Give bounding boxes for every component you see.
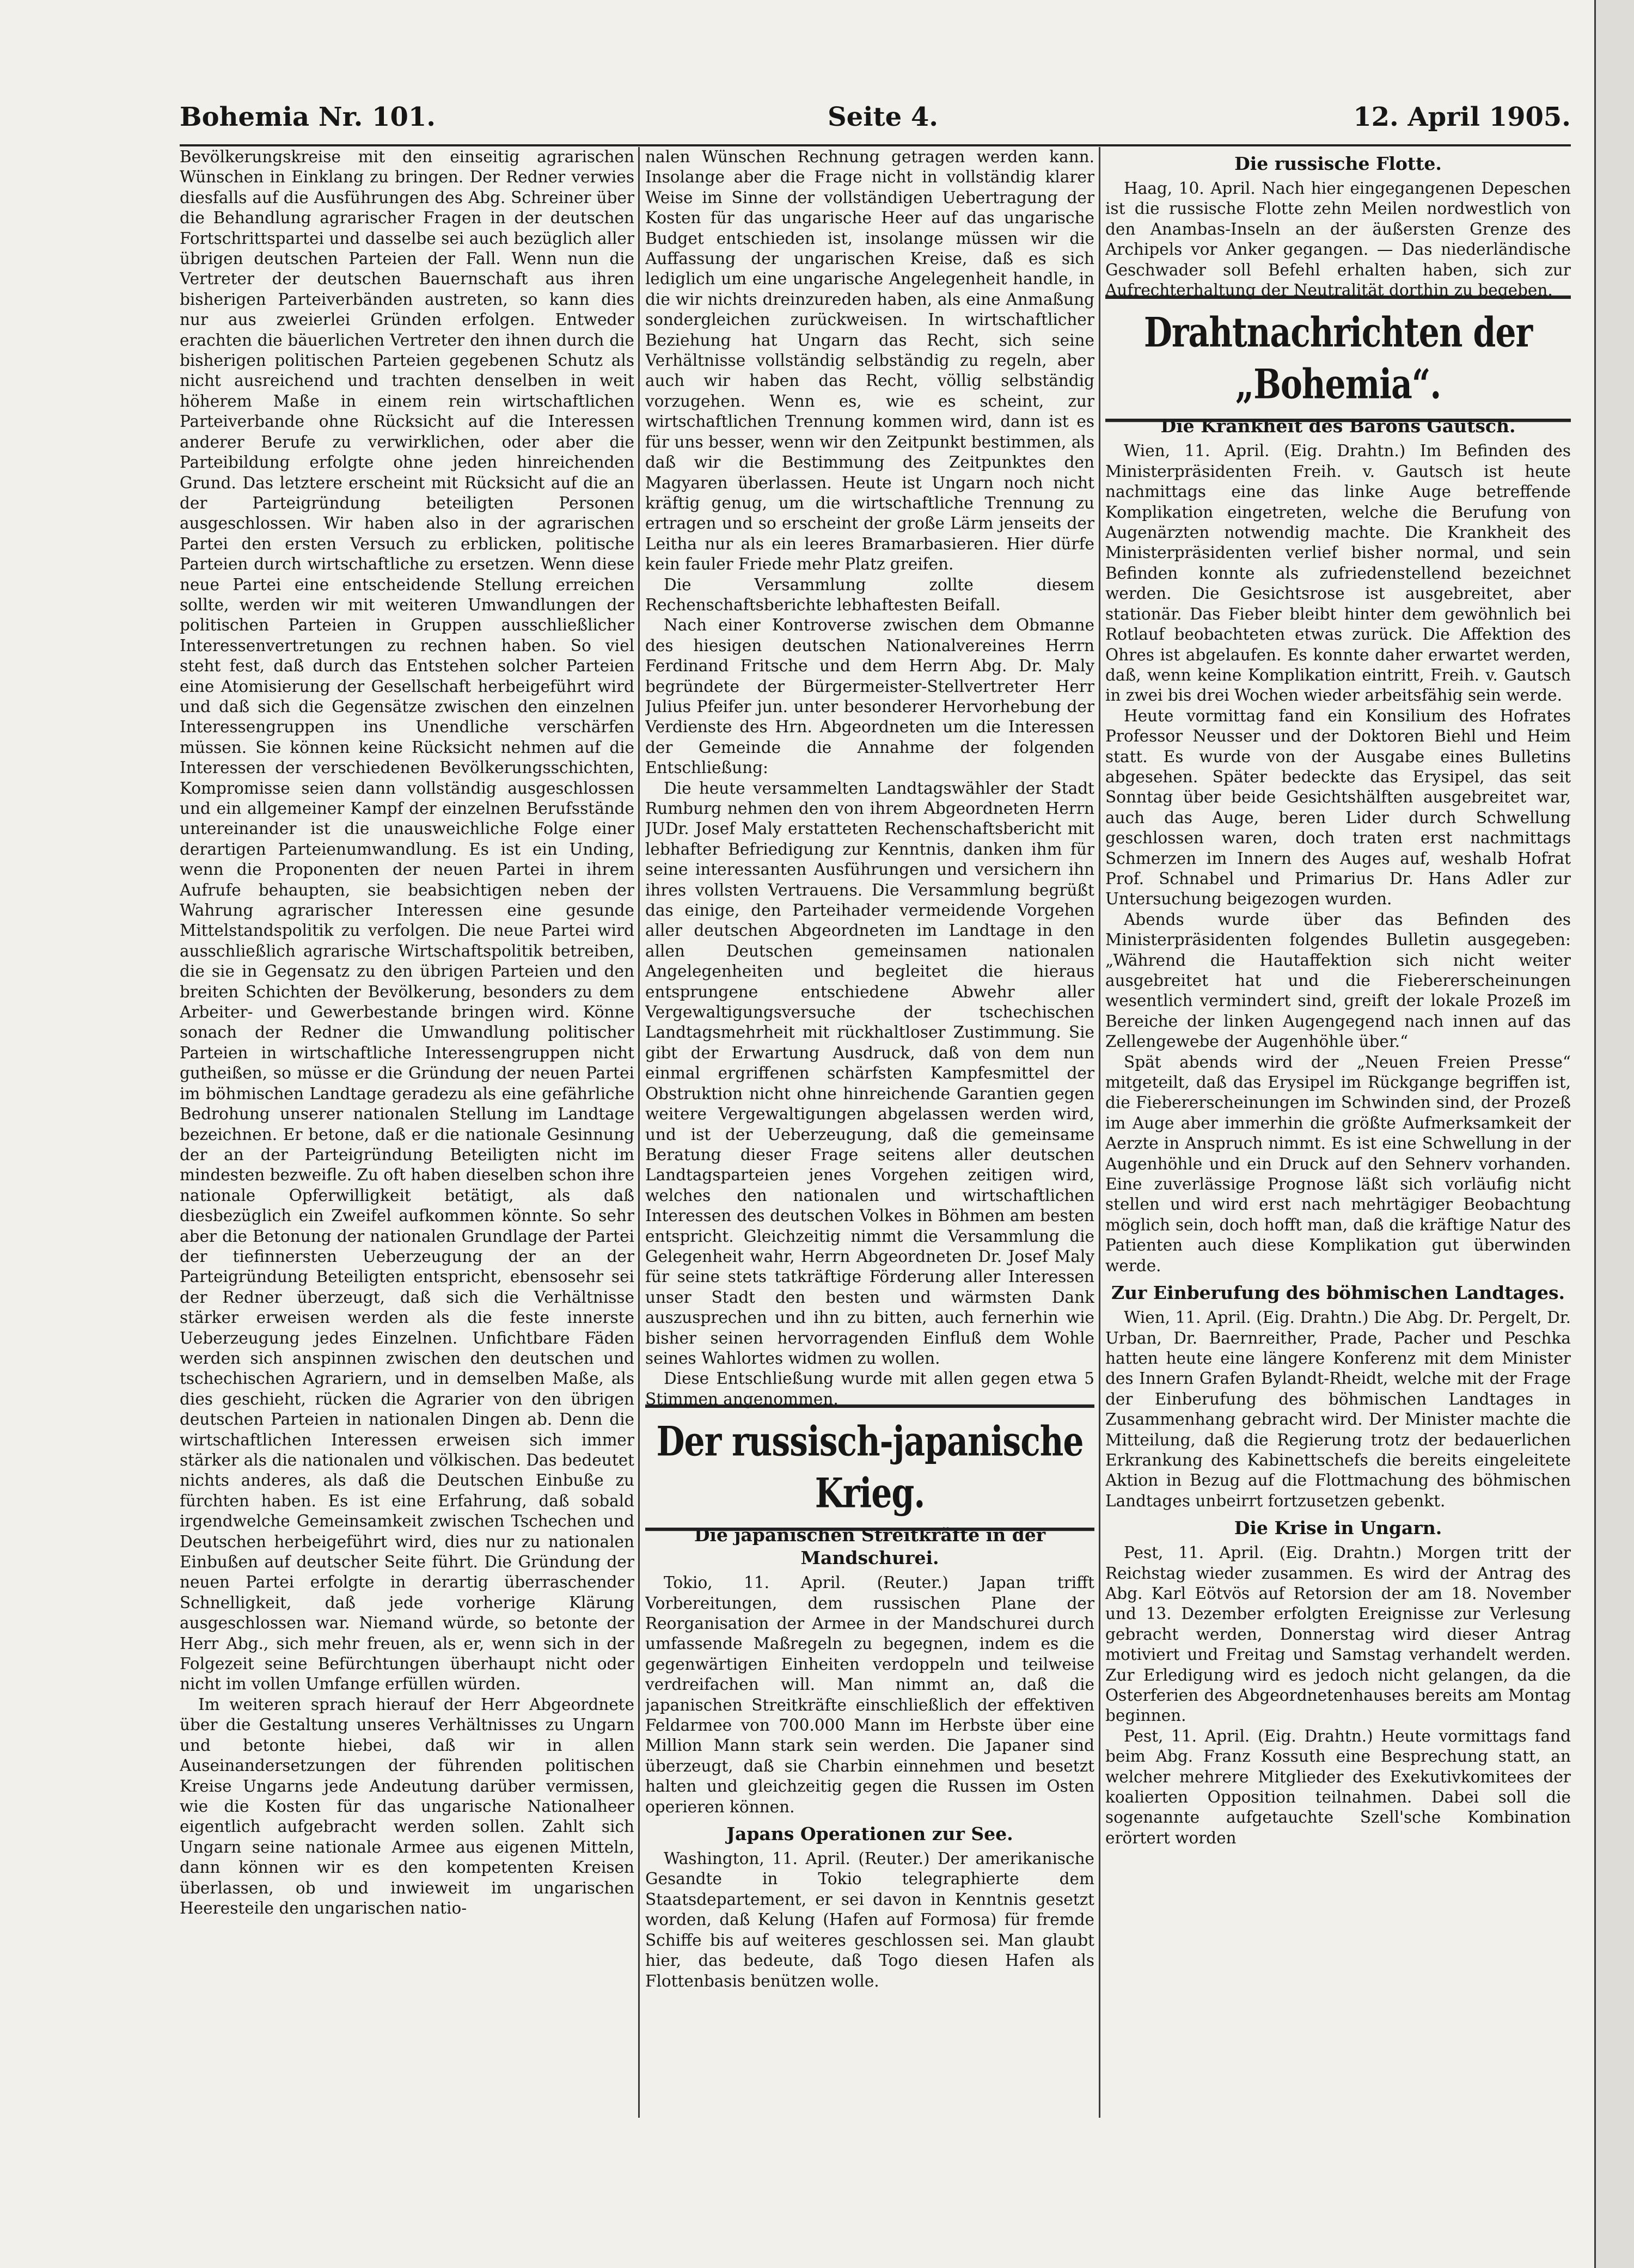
column-2: [645, 147, 1094, 2129]
col2-paragraph-1: nalen Wünschen Rechnung getragen werden kann. Insolange aber die Frage nicht in vollständig klarer Weise im Sinne der vollständigen Uebertragung der Kosten für das ungarische Heer auf das ungarische Budget entschieden ist, insolange müssen wir die Auffassung der ungarischen Kreise, daß es sich lediglich um eine ungarische Angelegenheit handle, in die wir nichts dreinzureden haben, als eine Anmaßung sondergleichen zurückweisen. In wirtschaftlicher Beziehung hat Ungarn das Recht, sich seine Verhältnisse vollständig selbständig zu regeln, aber auch wir haben das Recht, völlig selbständig vorzugehen. Wenn es, wie es scheint, zur wirtschaftlichen Trennung kommen wird, dann ist es für uns besser, wenn wir den Zeitpunkt bestimmen, als daß wir die Bestimmung des Zeitpunktes den Magyaren überlassen. Heute ist Ungarn noch nicht kräftig genug, um die wirtschaftliche Trennung zu ertragen und so erscheint der große Lärm jenseits der Leitha nur als ein leeres Bramarbasieren. Hier dürfe kein fauler Friede mehr Platz greifen.: [645, 148, 1094, 574]
col2-paragraph-2: Die Versammlung zollte diesem Rechenschaftsberichte lebhaftesten Beifall.: [645, 575, 1094, 614]
page-header: [180, 95, 1571, 146]
column-rule-2: [1099, 147, 1100, 2118]
landtag-report: Wien, 11. April. (Eig. Drahtn.) Die Abg. Dr. Pergelt, Dr. Urban, Dr. Baernreither, Prade, Pacher und Peschka hatten heute eine längere Konferenz mit dem Minister des Innern Grafen Bylandt-Rheidt, welche mit der Frage der Einberufung des böhmischen Landtages in Zusammenhang gebracht wird. Der Minister machte die Mitteilung, daß die Regierung trotz der bedauerlichen Erkrankung des Kabinettschefs die bereits eingeleitete Aktion in Bezug auf die Flottmachung des böhmischen Landtages unbeirrt fortzusetzen gebenkt.: [1105, 1308, 1571, 1510]
war-section-heading: Der russisch-japanische Krieg.: [645, 1405, 1094, 1531]
tokio-report: Tokio, 11. April. (Reuter.) Japan trifft Vorbereitungen, dem russischen Plane der Reorganisation der Armee in der Mandschurei durch umfassende Maßregeln zu begegnen, indem es die gegenwärtigen Einheiten verdoppeln und teilweise verdreifachen will. Man nimmt an, daß die japanischen Streitkräfte einschließlich der effektiven Feldarmee von 700.000 Mann im Herbste über eine Million Mann stark sein werden. Die Japaner sind überzeugt, daß sie Charbin einnehmen und besetzt halten und gleichzeitig gegen die Russen im Osten operieren können.: [645, 1573, 1094, 1816]
col2-paragraph-4: Die heute versammelten Landtagswähler der Stadt Rumburg nehmen den von ihrem Abgeordneten Herrn JUDr. Josef Maly erstatteten Rechenschaftsbericht mit lebhafter Befriedigung zur Kenntnis, danken ihm für seine interessanten Ausführungen und versichern ihn ihres vollsten Vertrauens. Die Versammlung begrüßt das einige, den Parteihader vermeidende Vorgehen aller deutschen Abgeordneten im Landtage in den allen Deutschen gemeinsamen nationalen Angelegenheiten und begleitet die hieraus entsprungene entschiedene Abwehr aller Vergewaltigungsversuche der tschechischen Landtagsmehrheit mit rückhaltloser Zustimmung. Sie gibt der Erwartung Ausdruck, daß von dem nun einmal ergriffenen schärfsten Kampfesmittel der Obstruktion nicht ohne hinreichende Garantien gegen weitere Vergewaltigungen abgelassen werden wird, und ist der Ueberzeugung, daß die gemeinsame Beratung dieser Frage seitens aller deutschen Landtagsparteien jenes Vorgehen zeitigen wird, welches den nationalen und wirtschaftlichen Interessen des deutschen Volkes in Böhmen am besten entspricht. Gleichzeitig nimmt die Versammlung die Gelegenheit wahr, Herrn Abgeordneten Dr. Josef Maly für seine stets tatkräftige Förderung aller Interessen unser Stadt den besten und wärmsten Dank auszusprechen und ihn zu bitten, auch fernerhin wie bisher seinen hervorragenden Einfluß dem Wohle seines Wahlortes widmen zu wollen.: [645, 779, 1094, 1368]
japanese-forces-heading: Die japanischen Streitkräfte in der Mandschurei.: [694, 1524, 1046, 1569]
landtag-heading: Zur Einberufung des böhmischen Landtages.: [1111, 1282, 1565, 1304]
gautsch-paragraph-4: Spät abends wird der „Neuen Freien Presse“ mitgeteilt, daß das Erysipel im Rückgange begriffen ist, die Fiebererscheinungen im Schwinden sind, der Prozeß im Auge aber immerhin die größte Aufmerksamkeit der Aerzte in Anspruch nimmt. Es ist eine Schwellung in der Augenhöhle und ein Druck auf den Sehnerv vorhanden. Eine zuverlässige Prognose läßt sich vorläufig nicht stellen und wird erst nach mehrtägiger Beobachtung möglich sein, doch hofft man, daß die kräftige Natur des Patienten auch diese Komplikation gut überwinden werde.: [1105, 1052, 1571, 1275]
col2-paragraph-3: Nach einer Kontroverse zwischen dem Obmanne des hiesigen deutschen Nationalvereines Herrn Ferdinand Fritsche und dem Herrn Abg. Dr. Maly begründete der Bürgermeister-Stellvertreter Herr Julius Pfeifer jun. unter besonderer Hervorhebung der Verdienste des Hrn. Abgeordneten um die Interessen der Gemeinde die Annahme der folgenden Entschließung:: [645, 616, 1094, 777]
gautsch-illness-heading: Die Krankheit des Barons Gautsch.: [1160, 415, 1516, 437]
hungary-paragraph-1: Pest, 11. April. (Eig. Drahtn.) Morgen tritt der Reichstag wieder zusammen. Es wird der Antrag des Abg. Karl Eötvös auf Retorsion der am 18. November und 13. Dezember erfolgten Ereignisse zur Verlesung gebracht werden, Donnerstag wird dieser Antrag motiviert und Freitag und Samstag verhandelt werden. Zur Erledigung wird es jedoch nicht gelangen, da die Osterferien des Abgeordnetenhauses bereits am Montag beginnen.: [1105, 1543, 1571, 1725]
hungary-paragraph-2: Pest, 11. April. (Eig. Drahtn.) Heute vormittags fand beim Abg. Franz Kossuth eine Besprechung statt, an welcher mehrere Mitglieder des Exekutivkomitees der koalierten Opposition teilnahmen. Dabei soll die sogenannte aufgetauchte Szell'sche Kombination erörtert worden: [1105, 1726, 1571, 1847]
gautsch-paragraph-1: Wien, 11. April. (Eig. Drahtn.) Im Befinden des Ministerpräsidenten Freih. v. Gautsch ist heute nachmittags eine das linke Auge betreffende Komplikation eingetreten, welche die Berufung von Augenärzten notwendig machte. Die Krankheit des Ministerpräsidenten verlief bisher normal, und sein Befinden konnte als zufriedenstellend bezeichnet werden. Die Gesichtsrose ist ausgebreitet, aber stationär. Das Fieber bleibt hinter dem gewöhnlich bei Rotlauf beobachteten etwas zurück. Die Affektion des Ohres ist abgelaufen. Es konnte daher erwartet werden, daß, wenn keine Komplikation eintritt, Freih. v. Gautsch in zwei bis drei Wochen wieder arbeitsfähig sein werde.: [1105, 442, 1571, 705]
column-3: [1105, 147, 1571, 2129]
column-rule-1: [638, 147, 640, 2118]
haag-report: Haag, 10. April. Nach hier eingegangenen Depeschen ist die russische Flotte zehn Meilen nordwestlich von den Anambas-Inseln an der äußersten Grenze des Archipels vor Anker gegangen. — Das niederländische Geschwader soll Befehl erhalten haben, sich zur Aufrechterhaltung der Neutralität dorthin zu begeben.: [1105, 179, 1571, 300]
gautsch-paragraph-3: Abends wurde über das Befinden des Ministerpräsidenten folgendes Bulletin ausgegeben: „Während die Hautaffektion sich nicht weiter ausgebreitet hat und die Fiebererscheinungen wesentlich vermindert sind, greift der lokale Prozeß im Bereiche der linken Augengegend nach innen auf das Zellengewebe der Augenhöhle über.“: [1105, 910, 1571, 1051]
telegraph-news-heading: Drahtnachrichten der „Bohemia“.: [1105, 296, 1571, 422]
header-date: 12. April 1905.: [1353, 102, 1571, 132]
col1-paragraph-2: Im weiteren sprach hierauf der Herr Abgeordnete über die Gestaltung unseres Verhältnisses zu Ungarn und betonte hiebei, daß wir in allen Auseinandersetzungen der führenden politischen Kreise Ungarns jede Andeutung darüber vermissen, wie die Kosten für das ungarische Nationalheer eigentlich aufgebracht werden sollen. Zahlt sich Ungarn seine nationale Armee aus eigenen Mitteln, dann können wir es den kompetenten Kreisen überlassen, ob und inwieweit im ungarischen Heeresteile den ungarischen natio-: [180, 1695, 634, 1917]
header-page-number: Seite 4.: [828, 102, 938, 132]
header-paper-title: Bohemia Nr. 101.: [180, 102, 436, 132]
hungary-crisis-heading: Die Krise in Ungarn.: [1234, 1517, 1442, 1539]
gautsch-paragraph-2: Heute vormittag fand ein Konsilium des Hofrates Professor Neusser und der Doktoren Biehl und Heim statt. Es wurde von der Ausgabe eines Bulletins abgesehen. Später bedeckte das Erysipel, das seit Sonntag über beide Gesichtshälften ausgebreitet war, auch das Auge, beren Lider durch Schwellung geschlossen waren, doch traten erst nachmittags Schmerzen im Innern des Auges auf, weshalb Hofrat Prof. Schnabel und Primarius Dr. Hans Adler zur Untersuchung beigezogen wurden.: [1105, 706, 1571, 909]
column-1: [180, 147, 634, 2129]
japan-naval-heading: Japans Operationen zur See.: [726, 1823, 1013, 1845]
russian-fleet-heading: Die russische Flotte.: [1234, 153, 1442, 174]
col2-paragraph-5: Diese Entschließung wurde mit allen gegen etwa 5 Stimmen angenommen.: [645, 1369, 1094, 1408]
washington-report: Washington, 11. April. (Reuter.) Der amerikanische Gesandte in Tokio telegraphierte dem Staatsdepartement, er sei davon in Kenntnis gesetzt worden, daß Kelung (Hafen auf Formosa) für fremde Schiffe bis auf weiteres geschlossen sei. Man glaubt hier, das bedeute, daß Togo diesen Hafen als Flottenbasis benützen wolle.: [645, 1849, 1094, 1990]
page-edge: [1594, 0, 1634, 2268]
col1-paragraph-1: Bevölkerungskreise mit den einseitig agrarischen Wünschen in Einklang zu bringen. Der Redner verwies diesfalls auf die Ausführungen des Abg. Schreiner über die Behandlung agrarischer Fragen in der deutschen Fortschrittspartei und dasselbe sei auch bezüglich aller übrigen deutschen Parteien der Fall. Wenn nun die Vertreter der deutschen Bauernschaft aus ihren bisherigen Parteiverbänden austreten, so kann dies nur aus zweierlei Gründen erfolgen. Entweder erachten die bäuerlichen Vertreter den ihnen durch die bisherigen politischen Parteien gegebenen Schutz als nicht ausreichend und trachten denselben in weit höherem Maße in einem rein wirtschaftlichen Parteiverbande ohne Rücksicht auf die Interessen anderer Berufe zu verwirklichen, oder aber die Parteibildung erfolgte ohne jeden hinreichenden Grund. Das letztere erscheint mit Rücksicht auf die an der Parteigründung beteiligten Personen ausgeschlossen. Wir haben also in der agrarischen Partei den ersten Versuch zu erblicken, politische Parteien durch wirtschaftliche zu ersetzen. Wenn diese neue Partei eine entscheidende Stellung erreichen sollte, werden wir mit weiteren Umwandlungen der politischen Parteien in Gruppen ausschließlicher Interessenvertretungen zu rechnen haben. So viel steht fest, daß durch das Entstehen solcher Parteien eine Atomisierung der Gesellschaft herbeigeführt wird und daß sich die Gegensätze zwischen den einzelnen Interessengruppen ins Unendliche verschärfen müssen. Sie können keine Rücksicht nehmen auf die Interessen der verschiedenen Bevölkerungsschichten, Kompromisse seien dann vollständig ausgeschlossen und ein allgemeiner Kampf der einzelnen Berufsstände untereinander ist die unausweichliche Folge einer derartigen Parteienumwandlung. Es ist ein Unding, wenn die Proponenten der neuen Partei in ihrem Aufrufe behaupten, sie beabsichtigen neben der Wahrung agrarischer Interessen eine gesunde Mittelstandspolitik zu verfolgen. Die neue Partei wird ausschließlich agrarische Wirtschaftspolitik betreiben, die sie in Gegensatz zu den übrigen Parteien und den breiten Schichten der Bevölkerung, besonders zu dem Arbeiter- und Gewerbestande bringen wird. Könne sonach der Redner die Umwandlung politischer Parteien in wirtschaftliche Interessengruppen nicht gutheißen, so müsse er die Gründung der neuen Partei im böhmischen Landtage geradezu als eine gefährliche Bedrohung unserer nationalen Stellung im Landtage bezeichnen. Er betone, daß er die nationale Gesinnung der an der Parteigründung Beteiligten nicht im mindesten bezweifle. Zu oft haben dieselben schon ihre nationale Opferwilligkeit betätigt, als daß diesbezüglich ein Zweifel aufkommen könnte. So sehr aber die Betonung der nationalen Grundlage der Partei der tiefinnersten Ueberzeugung der an der Parteigründung Beteiligten entspricht, ebensosehr sei der Redner überzeugt, daß sich die Verhältnisse stärker erweisen werden als die feste innerste Ueberzeugung jedes Einzelnen. Unfichtbare Fäden werden sich anspinnen zwischen den deutschen und tschechischen Agrariern, und in demselben Maße, als dies geschieht, rücken die Agrarier von den übrigen deutschen Parteien in nationalen Dingen ab. Denn die wirtschaftlichen Interessen erweisen sich immer stärker als die nationalen und völkischen. Das bedeutet nichts anderes, als daß die Deutschen Einbuße zu fürchten haben. Es ist eine Erfahrung, daß sobald irgendwelche Gemeinsamkeit zwischen Tschechen und Deutschen herbeigeführt wird, dies nur zu nationalen Einbußen auf deutscher Seite führt. Die Gründung der neuen Partei erfolgte in derartig überraschender Schnelligkeit, daß jede vorherige Klärung ausgeschlossen war. Niemand würde, so betonte der Herr Abg., sich mehr freuen, als er, wenn sich in der Folgezeit seine Befürchtungen überhaupt nicht oder nicht im vollen Umfange erfüllen würden.: [180, 148, 634, 1694]
